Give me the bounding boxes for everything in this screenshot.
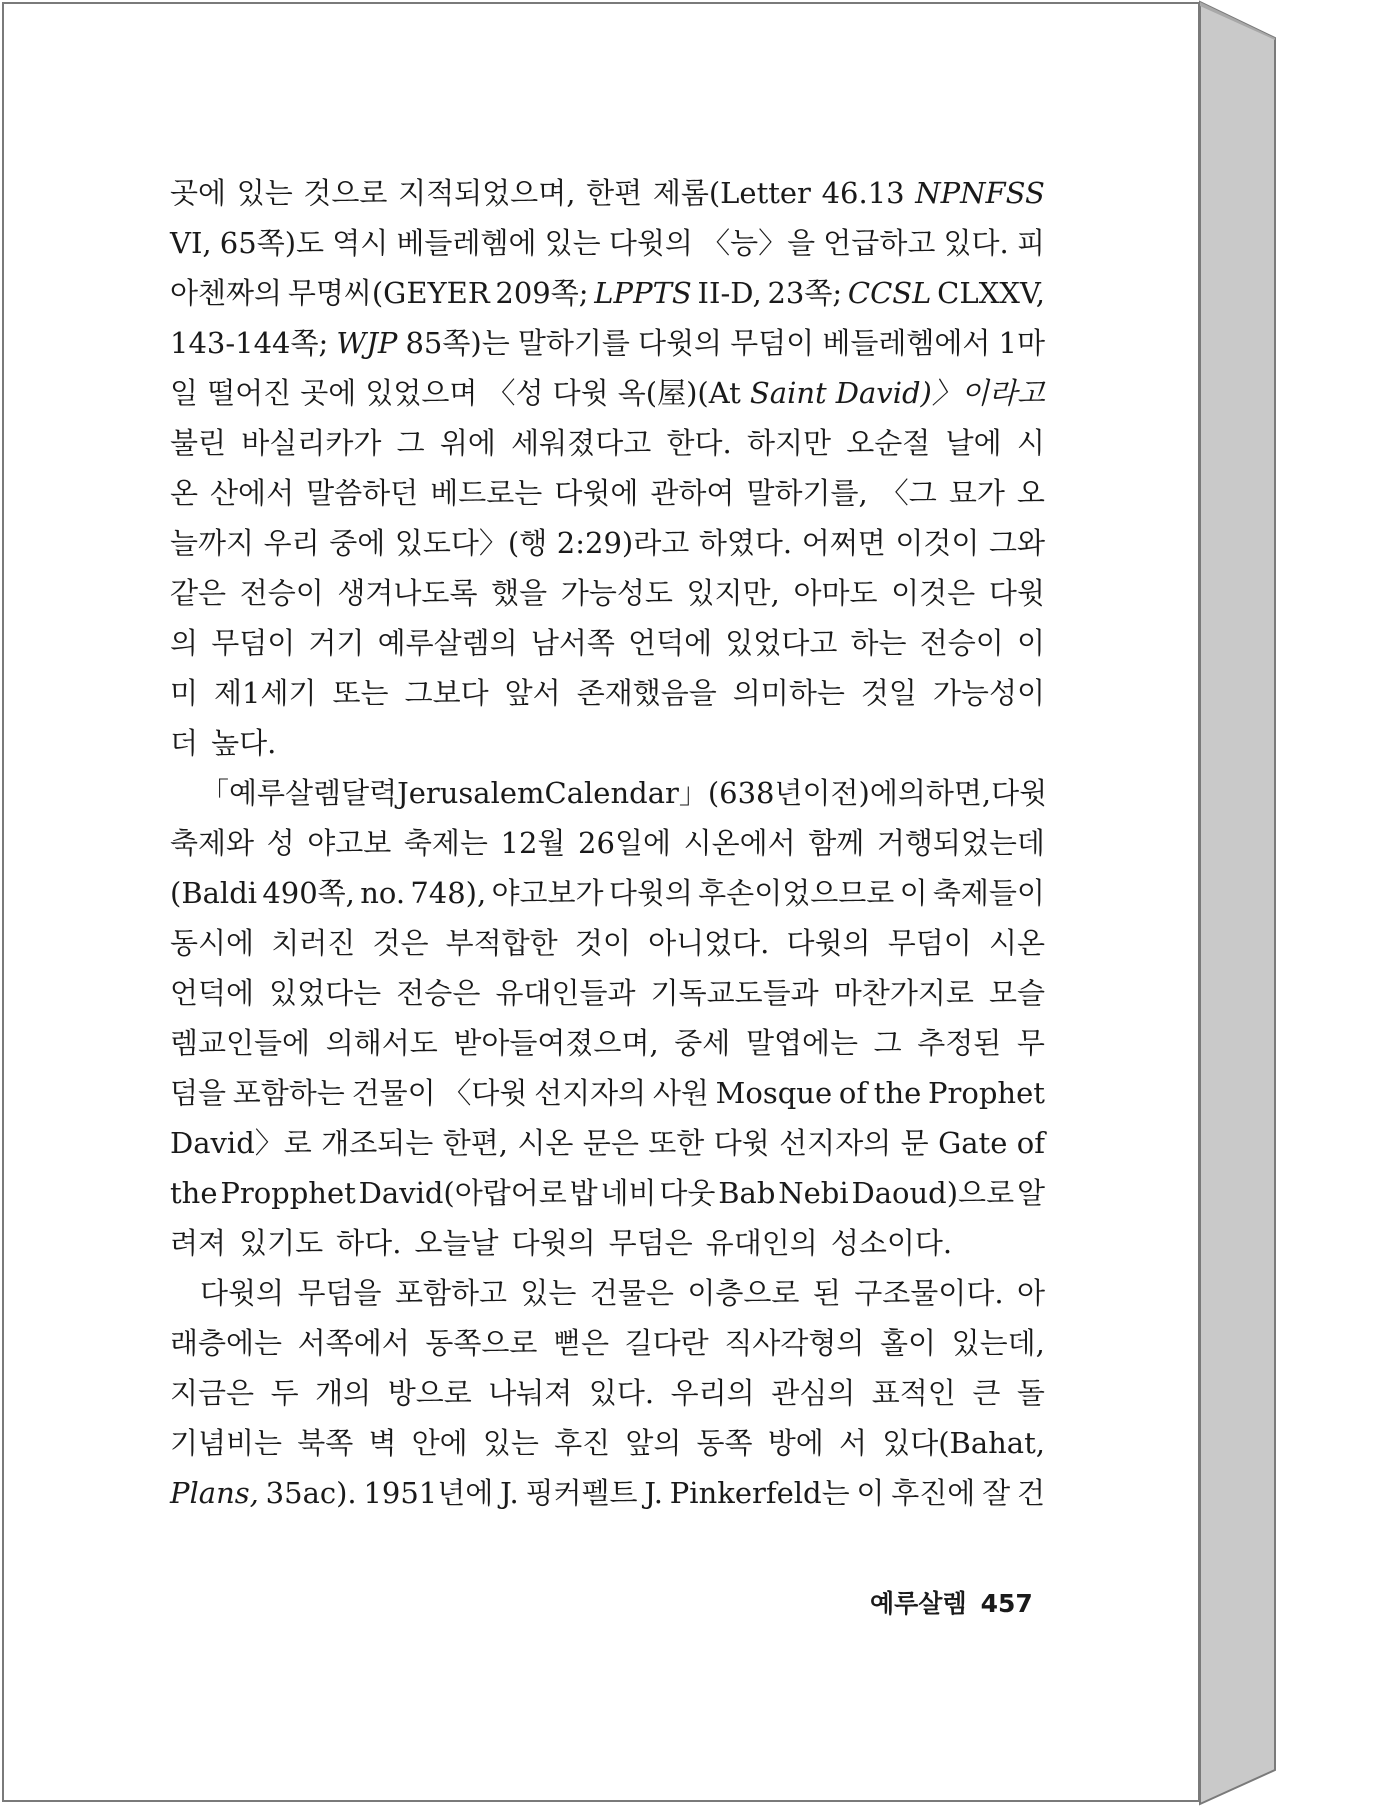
text-word: 언덕에 xyxy=(170,976,255,1010)
text-word: 있는 xyxy=(482,1426,539,1460)
text-word: II-D, xyxy=(697,276,762,310)
text-word: 이층으로 xyxy=(687,1276,800,1310)
text-word: 하다. xyxy=(336,1226,402,1260)
text-word: 또한 xyxy=(648,1126,705,1160)
text-word: 무덤이 xyxy=(730,326,815,360)
text-word: 큰 xyxy=(972,1376,1001,1410)
text-line xyxy=(170,368,1045,418)
text-word: 23쪽; xyxy=(767,276,843,310)
text-word: 떨어진 xyxy=(207,376,292,410)
text-word: Nebi xyxy=(778,1176,849,1210)
text-word: 야고보가 xyxy=(491,876,604,910)
text-word: NPNFSS xyxy=(915,176,1045,210)
text-word: 받아들여졌으며, xyxy=(453,1026,659,1060)
text-word: 기독교도들과 xyxy=(650,976,819,1010)
text-word: 존재했음을 xyxy=(576,676,717,710)
text-word: 「예루살렘 xyxy=(200,776,342,810)
text-word: 다윗의 xyxy=(200,1276,285,1310)
text-word: 건 xyxy=(1016,1476,1045,1510)
text-line xyxy=(170,318,1045,368)
text-word: 선지자의 xyxy=(779,1126,892,1160)
text-word: 일 xyxy=(170,376,199,410)
text-word: LPPTS xyxy=(594,276,692,310)
text-line xyxy=(170,1118,1045,1168)
text-word: 마찬가지로 xyxy=(833,976,974,1010)
text-word: 이전)에 xyxy=(802,776,898,810)
running-head: 예루살렘 xyxy=(870,1589,967,1618)
text-word: 있는데, xyxy=(951,1326,1045,1360)
text-word: 달력 xyxy=(341,776,398,810)
text-word: 사원 xyxy=(652,1076,709,1110)
text-word: 언급하고 xyxy=(823,226,936,260)
page-footer xyxy=(870,1584,1033,1620)
text-word: 부적합한 xyxy=(445,926,558,960)
text-word: 있는 xyxy=(544,226,601,260)
text-word: 후진 xyxy=(554,1426,611,1460)
text-line xyxy=(170,1368,1045,1418)
text-word: 핑커펠트 xyxy=(525,1476,638,1510)
text-line xyxy=(170,468,1045,518)
text-line xyxy=(170,968,1045,1018)
text-word: of xyxy=(838,1076,868,1110)
text-word: 중세 xyxy=(674,1026,731,1060)
text-word: 벽 xyxy=(368,1426,397,1460)
text-word: 남서쪽 xyxy=(530,626,615,660)
text-word: 바실리카가 xyxy=(241,426,382,460)
text-line xyxy=(170,818,1045,868)
text-word: 오 xyxy=(1016,476,1045,510)
text-word: 아 xyxy=(1016,1276,1045,1310)
text-word: 추정된 xyxy=(917,1026,1002,1060)
text-word: 높다. xyxy=(211,726,277,760)
text-word: 기념비는 xyxy=(170,1426,283,1460)
text-word: 묘가 xyxy=(948,476,1005,510)
text-word: 그 xyxy=(396,426,425,460)
text-word: 방으로 xyxy=(387,1376,472,1410)
text-word: VI, xyxy=(170,226,212,260)
text-word: 오늘날 xyxy=(414,1226,499,1260)
text-word: 건물은 xyxy=(589,1276,674,1310)
text-word: 있다. xyxy=(943,226,1009,260)
text-word: 려져 xyxy=(170,1226,227,1260)
text-word: 축제와 xyxy=(170,826,255,860)
text-word: 이 xyxy=(1016,626,1045,660)
text-word: 거행되었는데 xyxy=(876,826,1045,860)
text-line xyxy=(170,1318,1045,1368)
text-word: Calendar」(638년 xyxy=(544,776,803,810)
text-word: 건물이 xyxy=(351,1076,436,1110)
text-word: 동쪽으로 xyxy=(425,1326,538,1360)
text-word: David)〉이라고 xyxy=(835,376,1045,410)
text-word: 의미하는 xyxy=(732,676,845,710)
text-word: 곳에 xyxy=(300,376,357,410)
text-line xyxy=(170,168,1045,218)
text-line xyxy=(170,218,1045,268)
text-line xyxy=(170,918,1045,968)
text-word: 불린 xyxy=(170,426,227,460)
text-word: 1마 xyxy=(998,326,1045,360)
text-word: 렘교인들에 xyxy=(170,1026,311,1060)
text-word: 개조되는 xyxy=(321,1126,434,1160)
text-word: 베들레헴에서 xyxy=(822,326,991,360)
text-line xyxy=(170,1468,1045,1518)
text-word: 오순절 xyxy=(846,426,931,460)
text-word: 것이 xyxy=(574,926,631,960)
text-word: 있는 xyxy=(236,176,293,210)
text-word: WJP xyxy=(336,326,398,360)
text-word: 다윗 xyxy=(988,576,1045,610)
text-word: 개의 xyxy=(315,1376,372,1410)
text-word: 뻗은 xyxy=(553,1326,610,1360)
text-word: 베들레헴에 xyxy=(396,226,537,260)
text-word: 748), xyxy=(410,876,487,910)
text-word: 전승은 xyxy=(396,976,481,1010)
text-word: 말하기를 xyxy=(517,326,630,360)
text-word: the xyxy=(170,1176,218,1210)
page-number: 457 xyxy=(980,1589,1033,1618)
text-word: 역시 xyxy=(332,226,389,260)
text-word: Gate xyxy=(938,1126,1008,1160)
text-word: 곳에 xyxy=(170,176,227,210)
text-word: 후손이었으므로 xyxy=(698,876,895,910)
text-line xyxy=(170,1168,1045,1218)
text-word: 전승이 xyxy=(239,576,324,610)
text-word: 된 xyxy=(812,1276,841,1310)
text-word: 앞의 xyxy=(625,1426,682,1460)
text-word: 이것은 xyxy=(891,576,976,610)
text-word: 중에 xyxy=(329,526,386,560)
text-line xyxy=(170,618,1045,668)
text-word: 온 xyxy=(170,476,199,510)
text-word: 관심의 xyxy=(771,1376,856,1410)
text-word: 날에 xyxy=(945,426,1002,460)
text-word: 시온에서 xyxy=(683,826,796,860)
text-word: 덤을 xyxy=(170,1076,227,1110)
text-word: 산에서 xyxy=(210,476,295,510)
text-word: 다윗의 xyxy=(786,926,871,960)
text-line xyxy=(170,668,1045,718)
text-word: 생겨나도록 xyxy=(337,576,478,610)
text-word: 잘 xyxy=(982,1476,1011,1510)
text-word: 209쪽; xyxy=(495,276,589,310)
text-word: 포함하는 xyxy=(232,1076,345,1110)
text-word: 예루살렘의 xyxy=(377,626,518,660)
text-word: 늘까지 xyxy=(170,526,255,560)
text-word: 가능성도 xyxy=(560,576,673,610)
text-word: Mosque xyxy=(715,1076,833,1110)
text-word: 있기도 xyxy=(239,1226,324,1260)
text-line xyxy=(170,1018,1045,1068)
text-word: 문 xyxy=(900,1126,929,1160)
text-word: 하지만 xyxy=(746,426,832,460)
text-word: 무덤을 xyxy=(297,1276,382,1310)
text-word: 표적인 xyxy=(871,1376,956,1410)
text-word: 북쪽 xyxy=(297,1426,354,1460)
text-word: 무덤은 xyxy=(608,1226,693,1260)
text-word: 있지만, xyxy=(686,576,780,610)
text-word: Plans, xyxy=(170,1476,259,1510)
text-word: 46.13 xyxy=(821,176,905,210)
text-word: 치러진 xyxy=(271,926,356,960)
text-word: 축제들이 xyxy=(932,876,1045,910)
text-word: 길다란 xyxy=(624,1326,709,1360)
text-word: of xyxy=(1016,1126,1045,1160)
text-word: 말하기를, xyxy=(746,476,868,510)
text-line xyxy=(170,768,1048,818)
text-word: 알 xyxy=(1016,1176,1045,1210)
text-word: 2:29)라고 xyxy=(556,526,690,560)
text-word: 1951년에 xyxy=(363,1476,494,1510)
text-word: 두 xyxy=(270,1376,299,1410)
text-word: 또는 xyxy=(332,676,389,710)
text-word: 다윗의 xyxy=(608,876,693,910)
text-word: 제롬(Letter xyxy=(652,176,811,210)
text-word: 있었다고 xyxy=(725,626,838,660)
text-word: 것일 xyxy=(860,676,917,710)
text-word: 다윗의 xyxy=(608,226,693,260)
text-word: 12월 xyxy=(500,826,566,860)
text-word: Bab xyxy=(718,1176,776,1210)
text-word: 26일에 xyxy=(578,826,671,860)
text-word: 언덕에 xyxy=(628,626,713,660)
text-word: 이 xyxy=(856,1476,885,1510)
text-word: 말엽에는 xyxy=(745,1026,858,1060)
text-word: 무명씨(GEYER xyxy=(287,276,490,310)
text-word: 하였다. xyxy=(698,526,793,560)
text-word: 있도다〉(행 xyxy=(394,526,548,560)
text-word: 다윗 xyxy=(713,1126,770,1160)
text-word: 밥 xyxy=(569,1176,598,1210)
text-word: (Baldi xyxy=(170,876,258,910)
text-word: 그보다 xyxy=(404,676,489,710)
text-word: 옥(屋)(At xyxy=(617,376,741,410)
text-word: 있다. xyxy=(588,1376,655,1410)
text-word: 〈성 xyxy=(486,376,544,410)
text-word: 다윗에 xyxy=(554,476,639,510)
text-word: 위에 xyxy=(439,426,496,460)
text-word: 다윗의 xyxy=(511,1226,596,1260)
text-word: 네비 xyxy=(600,1176,657,1210)
text-word: 〈다윗 xyxy=(442,1076,528,1110)
text-word: 모슬 xyxy=(988,976,1045,1010)
text-word: no. xyxy=(360,876,406,910)
text-word: 말씀하던 xyxy=(306,476,419,510)
text-word: 문은 xyxy=(582,1126,639,1160)
text-word: 시온 xyxy=(988,926,1045,960)
text-word: 홀이 xyxy=(880,1326,937,1360)
text-word: 방에 xyxy=(767,1426,824,1460)
text-word: Prophet xyxy=(928,1076,1045,1110)
text-word: 직사각형의 xyxy=(724,1326,865,1360)
text-word: 35ac). xyxy=(265,1476,357,1510)
text-word: 있었으며 xyxy=(365,376,478,410)
text-word: 의해서도 xyxy=(325,1026,438,1060)
text-word: 다윗 xyxy=(552,376,609,410)
text-word: 유대인의 xyxy=(705,1226,818,1260)
text-word: Pinkerfeld는 xyxy=(669,1476,850,1510)
text-word: 한다. xyxy=(666,426,732,460)
text-line xyxy=(170,1268,1045,1318)
text-word: 가능성이 xyxy=(932,676,1045,710)
text-word: Saint xyxy=(749,376,827,410)
text-word: 나눠져 xyxy=(488,1376,573,1410)
text-word: Jerusalem xyxy=(397,776,545,810)
text-word: 무 xyxy=(1016,1026,1045,1060)
text-word: 베드로는 xyxy=(430,476,543,510)
text-word: 의하면, xyxy=(897,776,992,810)
text-word: 우리 xyxy=(263,526,320,560)
text-line xyxy=(170,1068,1045,1118)
text-word: 미 xyxy=(170,676,199,710)
text-word: David(아랍어로 xyxy=(358,1176,567,1210)
text-word: 선지자의 xyxy=(534,1076,647,1110)
text-word: 서쪽에서 xyxy=(297,1326,410,1360)
text-word: CLXXV, xyxy=(937,276,1045,310)
text-word: 동쪽 xyxy=(696,1426,753,1460)
text-word: 동시에 xyxy=(170,926,255,960)
text-word: 성소이다. xyxy=(830,1226,953,1260)
text-word: 490쪽, xyxy=(262,876,355,910)
text-word: 성 xyxy=(266,826,295,860)
text-word: 세워졌다고 xyxy=(511,426,652,460)
text-line xyxy=(170,1418,1045,1468)
text-word: 그 xyxy=(873,1026,902,1060)
text-word: 아니었다. xyxy=(648,926,770,960)
text-word: 다윗의 xyxy=(638,326,723,360)
text-word: 있는 xyxy=(520,1276,577,1310)
text-word: 하는 xyxy=(850,626,907,660)
text-word: 우리의 xyxy=(670,1376,755,1410)
text-word: 〈능〉을 xyxy=(701,226,816,260)
text-word: 65쪽)도 xyxy=(219,226,325,260)
text-word: 포함하고 xyxy=(394,1276,507,1310)
text-word: 〈그 xyxy=(879,476,937,510)
text-word: 함께 xyxy=(808,826,865,860)
text-word: 같은 xyxy=(170,576,227,610)
text-word: 시온 xyxy=(517,1126,574,1160)
text-word: 돌 xyxy=(1016,1376,1045,1410)
text-word: 85쪽)는 xyxy=(405,326,510,360)
text-line xyxy=(170,718,1045,768)
text-word: 전승이 xyxy=(919,626,1004,660)
text-word: 더 xyxy=(170,726,199,760)
text-line xyxy=(170,868,1045,918)
text-line xyxy=(170,518,1045,568)
body-text xyxy=(170,168,1048,1518)
text-word: the xyxy=(873,1076,922,1110)
text-word: 했을 xyxy=(491,576,548,610)
text-word: Propphet xyxy=(220,1176,356,1210)
text-line xyxy=(170,268,1045,318)
text-word: 다윗 xyxy=(991,776,1048,810)
text-word: 의 xyxy=(170,626,199,660)
text-word: 거기 xyxy=(308,626,365,660)
text-word: 안에 xyxy=(411,1426,468,1460)
text-word: 제1세기 xyxy=(214,676,317,710)
text-word: 아마도 xyxy=(793,576,878,610)
text-word: 앞서 xyxy=(504,676,561,710)
text-word: 무덤이 xyxy=(211,626,296,660)
text-word: 그와 xyxy=(988,526,1045,560)
text-word: 지적되었으며, xyxy=(398,176,576,210)
text-word: 구조물이다. xyxy=(854,1276,1004,1310)
text-line xyxy=(170,418,1045,468)
text-word: 것은 xyxy=(372,926,429,960)
text-word: 시 xyxy=(1016,426,1045,460)
text-word: 어쩌면 xyxy=(801,526,886,560)
text-word: 143-144쪽; xyxy=(170,326,329,360)
text-word: 한편, xyxy=(442,1126,508,1160)
text-line xyxy=(170,568,1045,618)
text-word: 이것이 xyxy=(895,526,980,560)
text-word: Daoud)으로 xyxy=(851,1176,1015,1210)
text-word: 있다(Bahat, xyxy=(882,1426,1045,1460)
text-word: J. xyxy=(644,1476,663,1510)
text-word: 것으로 xyxy=(303,176,388,210)
text-line xyxy=(170,1218,1045,1268)
text-word: 무덤이 xyxy=(887,926,972,960)
text-word: 유대인들과 xyxy=(495,976,636,1010)
text-word: 서 xyxy=(838,1426,867,1460)
text-word: 후진에 xyxy=(891,1476,976,1510)
text-word: 관하여 xyxy=(650,476,735,510)
text-word: 축제는 xyxy=(403,826,488,860)
text-word: 이 xyxy=(899,876,928,910)
text-word: J. xyxy=(500,1476,519,1510)
text-word: 있었다는 xyxy=(269,976,382,1010)
text-word: David〉로 xyxy=(170,1126,312,1160)
text-word: CCSL xyxy=(847,276,932,310)
text-word: 피 xyxy=(1016,226,1045,260)
text-word: 다웃 xyxy=(659,1176,716,1210)
text-word: 아첸짜의 xyxy=(170,276,283,310)
text-word: 한편 xyxy=(586,176,643,210)
text-word: 지금은 xyxy=(170,1376,255,1410)
text-word: 래층에는 xyxy=(170,1326,283,1360)
text-word: 야고보 xyxy=(307,826,392,860)
